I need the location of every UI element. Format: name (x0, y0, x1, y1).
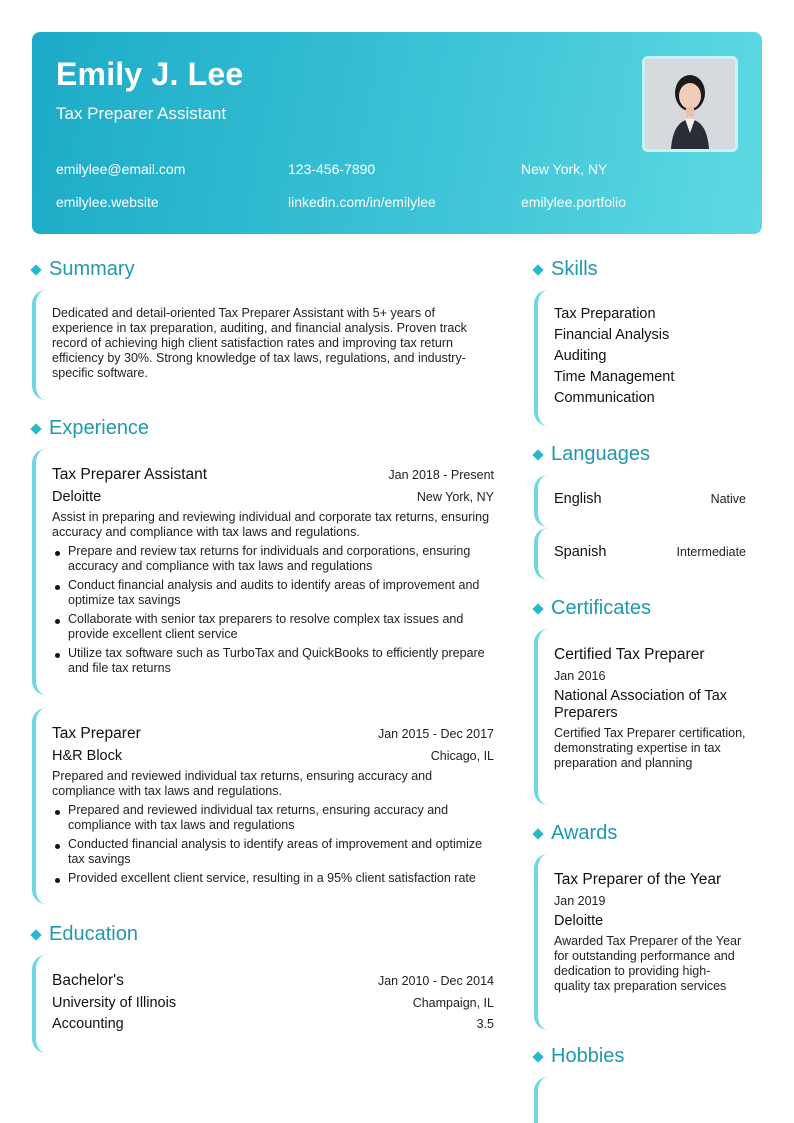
location-text: New York, NY (521, 161, 608, 177)
email-link[interactable]: emilylee@email.com (56, 161, 186, 177)
award-issuer: Deloitte (554, 913, 604, 929)
job-company: Deloitte (52, 489, 102, 505)
language-level: Intermediate (676, 545, 746, 559)
education-dates: Jan 2010 - Dec 2014 (377, 974, 494, 988)
summary-text: Dedicated and detail-oriented Tax Preparer Assistant with 5+ years of experience in tax preparation, auditing, and financial analysis. Proven track record of achieving high client satisfaction rates and improving tax return efficiency by 30%. Strong knowledge of tax laws, regulations, and industry-specific software. (52, 306, 467, 380)
list-item: Prepared and reviewed individual tax returns, ensuring accuracy and compliance with tax laws and regulations (52, 803, 494, 833)
school-name: University of Illinois (52, 995, 177, 1011)
certificate-item (534, 629, 746, 805)
diamond-icon (532, 264, 543, 275)
field-of-study: Accounting (52, 1016, 124, 1032)
diamond-icon (532, 603, 543, 614)
language-item (534, 528, 746, 580)
job-location: Chicago, IL (430, 749, 494, 763)
person-photo-icon (645, 59, 735, 149)
job-dates: Jan 2018 - Present (388, 468, 494, 482)
award-description: Awarded Tax Preparer of the Year for outstanding performance and dedication to providing high-quality tax preparation services (554, 934, 742, 993)
skill-item: Tax Preparation (554, 306, 656, 322)
list-item: Conduct financial analysis and audits to identify areas of improvement and optimize tax savings (52, 578, 494, 608)
job-location: New York, NY (416, 490, 494, 504)
list-item: Provided excellent client service, resulting in a 95% client satisfaction rate (52, 871, 494, 886)
summary-heading: Summary (32, 258, 135, 281)
skill-item: Auditing (554, 348, 607, 364)
language-level: Native (710, 492, 746, 506)
experience-item (32, 449, 494, 695)
award-name: Tax Preparer of the Year (554, 871, 722, 888)
education-item (32, 955, 494, 1053)
candidate-name: Emily J. Lee (56, 56, 244, 92)
certificate-name: Certified Tax Preparer (554, 646, 705, 663)
experience-item (32, 708, 494, 904)
job-bullets (52, 544, 494, 680)
experience-heading: Experience (32, 417, 149, 440)
list-item: Collaborate with senior tax preparers to resolve complex tax issues and provide excellent client service (52, 612, 494, 642)
skills-block (534, 290, 746, 426)
job-title: Tax Preparer (52, 725, 141, 742)
profile-photo (642, 56, 738, 152)
language-name: English (554, 491, 602, 507)
list-item: Prepare and review tax returns for individuals and corporations, ensuring accuracy and compliance with tax laws and regulations (52, 544, 494, 574)
certificate-date: Jan 2016 (554, 669, 606, 683)
website-link[interactable]: emilylee.website (56, 194, 159, 210)
resume-header (32, 32, 762, 234)
list-item: Conducted financial analysis to identify areas of improvement and optimize tax savings (52, 837, 494, 867)
skill-item: Communication (554, 390, 655, 406)
languages-heading: Languages (534, 443, 650, 466)
language-item (534, 475, 746, 527)
diamond-icon (30, 264, 41, 275)
skill-item: Time Management (554, 369, 675, 385)
job-bullets (52, 803, 494, 890)
diamond-icon (30, 423, 41, 434)
gpa: 3.5 (476, 1017, 494, 1031)
job-title: Tax Preparer Assistant (52, 466, 208, 483)
job-company: H&R Block (52, 748, 123, 764)
list-item: Utilize tax software such as TurboTax and QuickBooks to efficiently prepare and file tax returns (52, 646, 494, 676)
linkedin-link[interactable]: linkedin.com/in/emilylee (288, 194, 436, 210)
phone-text: 123-456-7890 (288, 161, 376, 177)
diamond-icon (532, 449, 543, 460)
diamond-icon (532, 828, 543, 839)
hobbies-block (534, 1077, 746, 1123)
award-item (534, 854, 746, 1030)
hobbies-heading: Hobbies (534, 1045, 624, 1068)
job-description: Assist in preparing and reviewing individual and corporate tax returns, ensuring accuracy and compliance with tax laws and regulations. (52, 510, 490, 539)
diamond-icon (532, 1051, 543, 1062)
job-description: Prepared and reviewed individual tax returns, ensuring accuracy and compliance with tax laws and regulations. (52, 769, 433, 798)
certificate-issuer: National Association of Tax Preparers (554, 688, 728, 721)
awards-heading: Awards (534, 822, 617, 845)
school-location: Champaign, IL (412, 996, 494, 1010)
skills-heading: Skills (534, 258, 598, 281)
job-dates: Jan 2015 - Dec 2017 (377, 727, 494, 741)
candidate-title: Tax Preparer Assistant (56, 104, 227, 123)
skill-item: Financial Analysis (554, 327, 670, 343)
degree: Bachelor's (52, 972, 124, 989)
certificates-heading: Certificates (534, 597, 651, 620)
diamond-icon (30, 929, 41, 940)
award-date: Jan 2019 (554, 894, 606, 908)
portfolio-link[interactable]: emilylee.portfolio (521, 194, 627, 210)
certificate-description: Certified Tax Preparer certification, demonstrating expertise in tax preparation and planning (554, 726, 746, 770)
education-heading: Education (32, 923, 138, 946)
summary-block (32, 290, 494, 400)
language-name: Spanish (554, 544, 607, 560)
